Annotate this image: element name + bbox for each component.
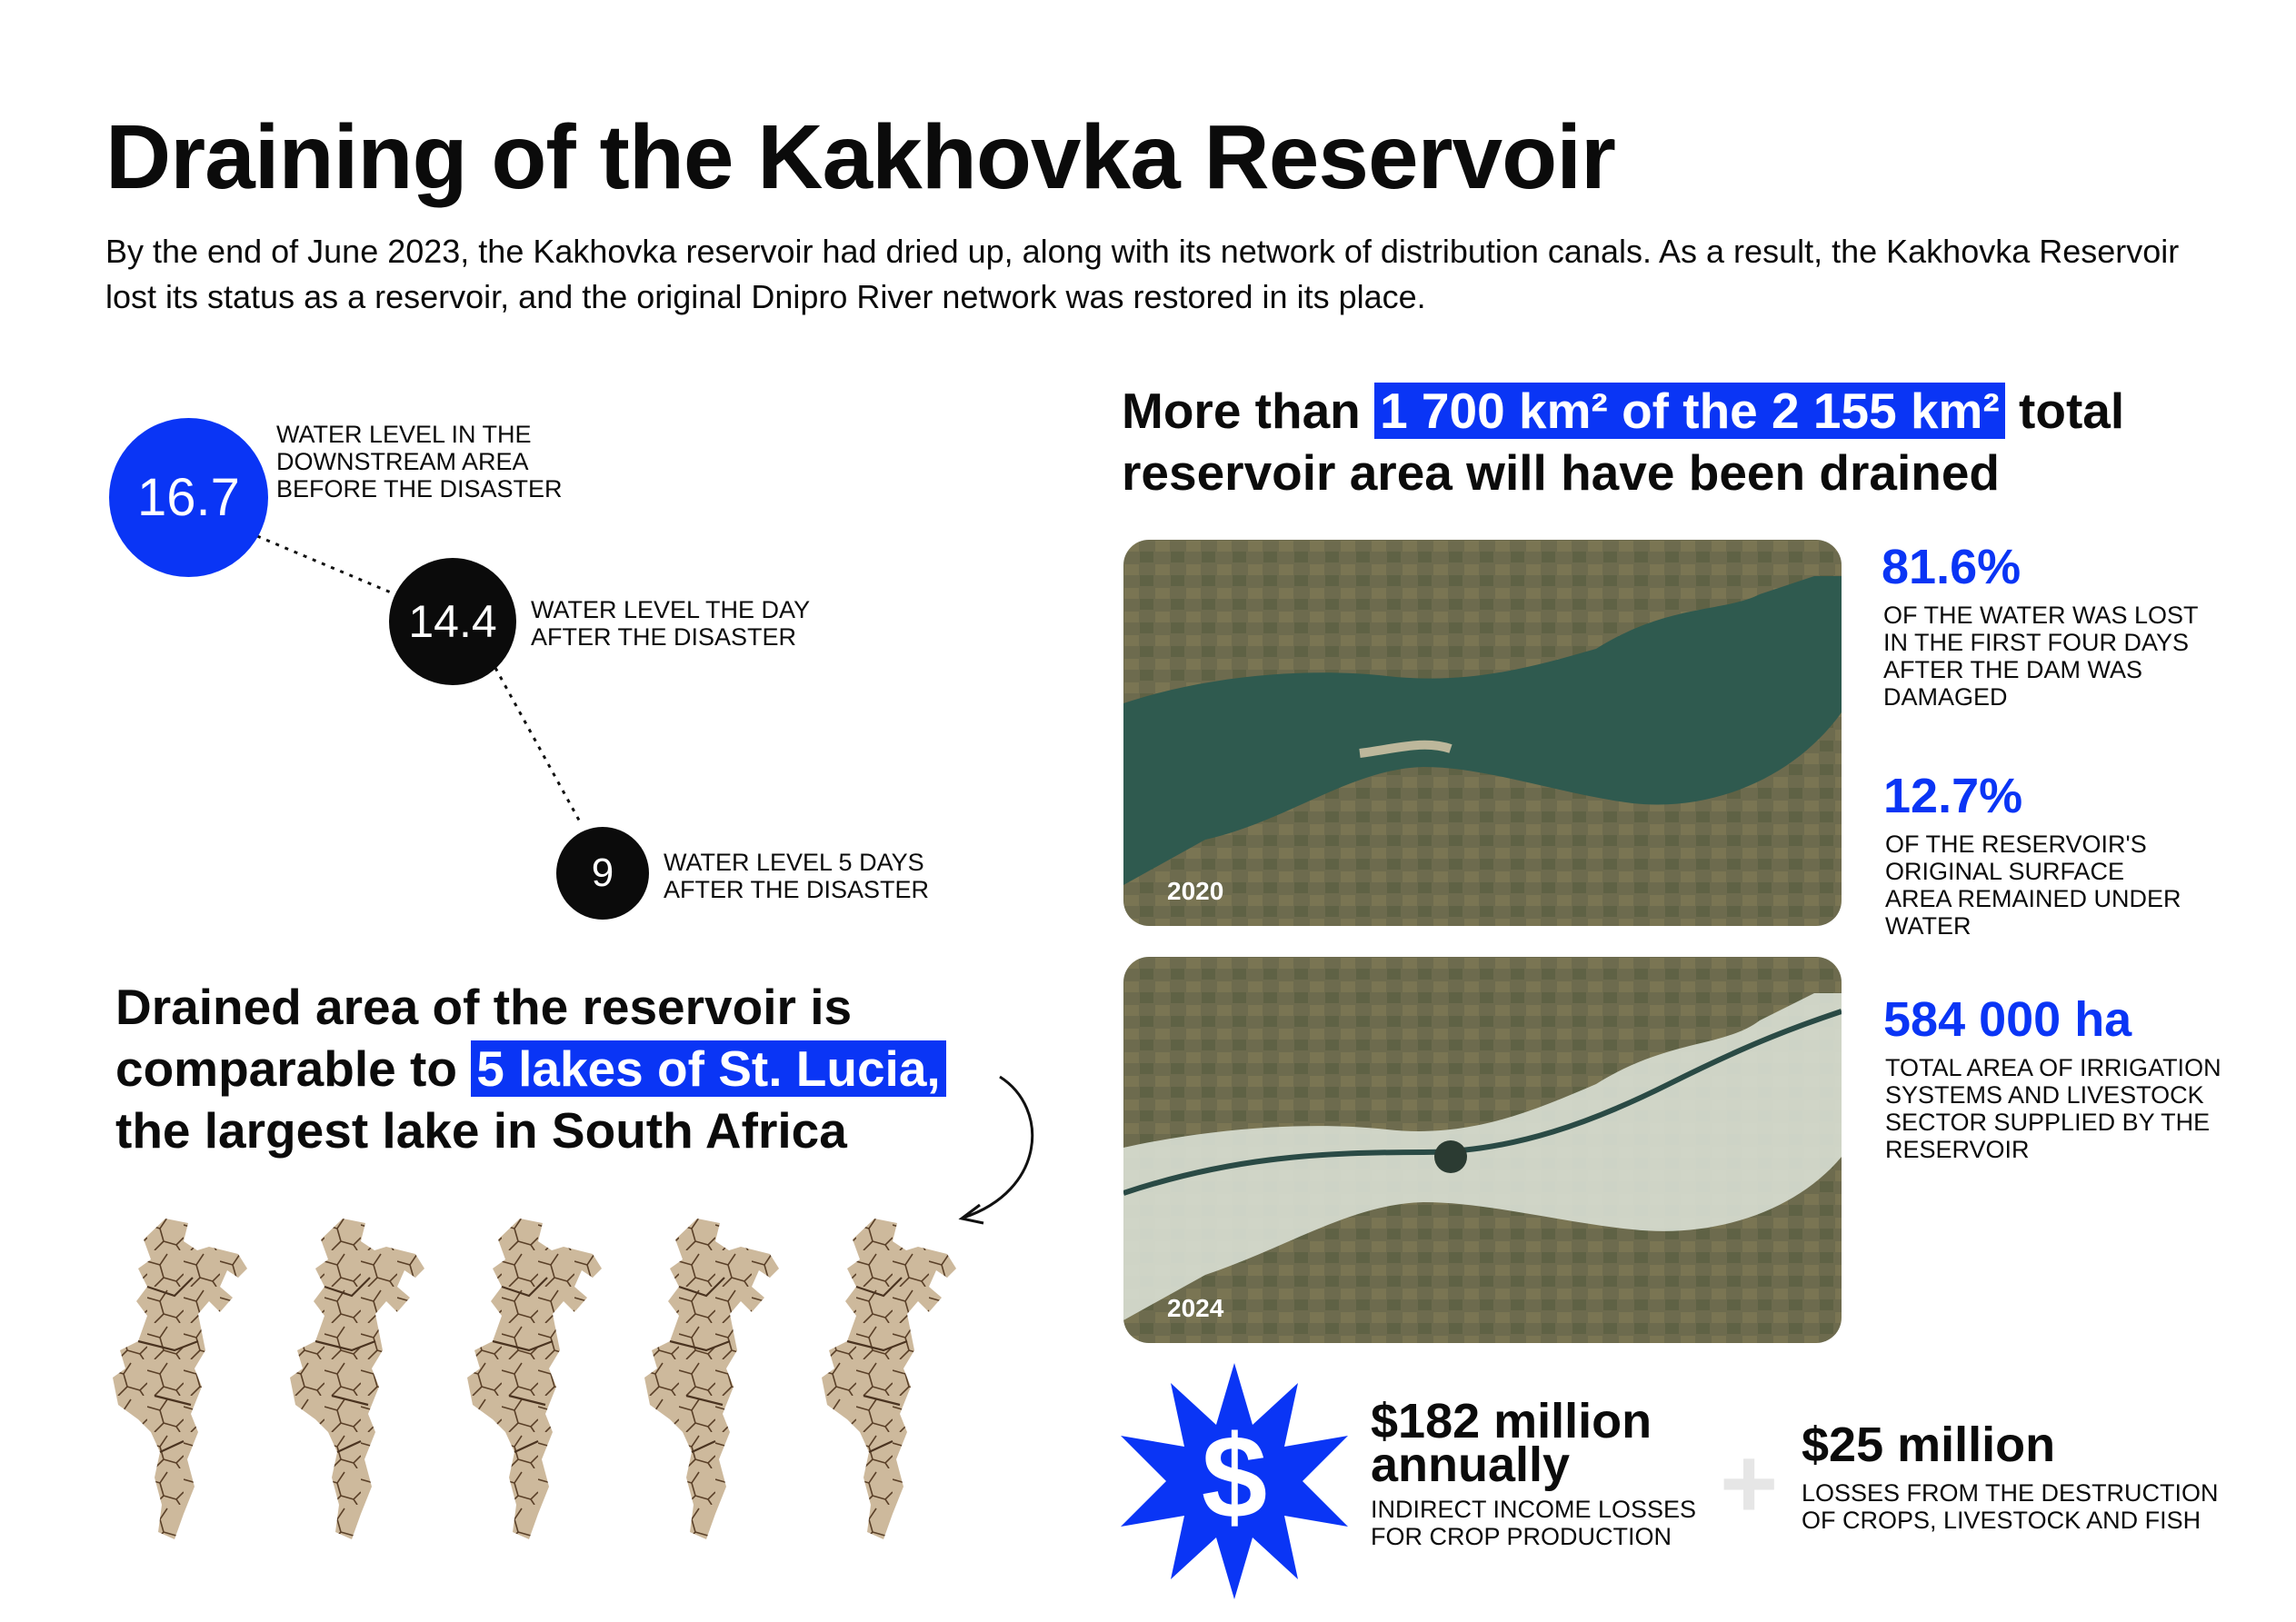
heading-text: the largest lake in South Africa: [115, 1102, 847, 1159]
water-level-label-before: WATER LEVEL IN THE DOWNSTREAM AREA BEFORE THE DISASTER: [276, 421, 563, 503]
loss-value-line2: annually: [1371, 1438, 1571, 1492]
cracked-lake-icon: [111, 1214, 247, 1541]
lake-shapes-row: [111, 1214, 1002, 1541]
stat-value-irrigation-area: 584 000 ha: [1883, 992, 2132, 1047]
plus-icon: +: [1720, 1428, 1779, 1539]
stat-desc-irrigation-area: TOTAL AREA OF IRRIGATION SYSTEMS AND LIVESTOCK SECTOR SUPPLIED BY THE RESERVOIR: [1885, 1054, 2221, 1163]
drained-area-heading: [1122, 380, 2231, 503]
loss-desc-destruction: LOSSES FROM THE DESTRUCTION OF CROPS, LIVESTOCK AND FISH: [1802, 1479, 2219, 1534]
water-level-label-5-days: WATER LEVEL 5 DAYS AFTER THE DISASTER: [664, 849, 930, 903]
water-level-value: 14.4: [408, 596, 497, 647]
satellite-image-2024: [1123, 957, 1842, 1343]
water-level-circle-5-days: [556, 827, 649, 920]
loss-value-destruction: [1802, 1418, 2056, 1472]
satellite-photo: [1123, 540, 1842, 926]
cracked-lake-icon: [643, 1214, 779, 1541]
loss-desc-crop-income: INDIRECT INCOME LOSSES FOR CROP PRODUCTION: [1371, 1496, 1697, 1550]
stat-desc-remaining-area: OF THE RESERVOIR'S ORIGINAL SURFACE AREA REMAINED UNDER WATER: [1885, 831, 2181, 940]
stat-desc-water-lost: OF THE WATER WAS LOST IN THE FIRST FOUR DAYS AFTER THE DAM WAS DAMAGED: [1883, 602, 2199, 711]
heading-highlight: 1 700 km² of the 2 155 km²: [1374, 383, 2005, 439]
satellite-year-label: 2020: [1167, 877, 1224, 905]
page-title: Draining of the Kakhovka Reservoir: [105, 106, 1615, 208]
page-subtitle: By the end of June 2023, the Kakhovka reservoir had dried up, along with its network of distribution canals. As a result, the Kakhovka Reservoir lost its status as a reservoir, and the original Dnipro River network was restored in its place.: [105, 233, 2180, 315]
cracked-lake-icon: [465, 1214, 602, 1541]
satellite-year-label: 2024: [1167, 1294, 1224, 1322]
heading-text: Drained area of the reservoir is comparable to: [115, 979, 853, 1097]
dollar-starburst-icon: [1116, 1363, 1353, 1599]
dollar-symbol: $: [1201, 1410, 1268, 1543]
loss-value-line1: $25 million: [1802, 1418, 2056, 1472]
water-level-value: 16.7: [137, 468, 240, 527]
lakes-comparison-heading: [115, 976, 1024, 1161]
cracked-lake-icon: [820, 1214, 956, 1541]
curved-arrow-icon: [945, 1072, 1054, 1227]
stat-value-remaining-area: 12.7%: [1883, 769, 2023, 823]
cracked-lake-icon: [288, 1214, 424, 1541]
loss-value-line1: $182 million: [1371, 1394, 1652, 1448]
loss-value-crop-income: [1371, 1394, 1652, 1492]
satellite-photo: [1123, 957, 1842, 1343]
heading-text: total reservoir area will have been drained: [1122, 383, 2125, 501]
satellite-image-2020: [1123, 540, 1842, 926]
heading-text: More than: [1122, 383, 1375, 439]
stat-value-water-lost: 81.6%: [1882, 540, 2021, 594]
water-level-circle-day-after: [389, 558, 516, 685]
water-level-value: 9: [591, 851, 614, 895]
water-level-label-day-after: WATER LEVEL THE DAY AFTER THE DISASTER: [531, 596, 810, 651]
heading-highlight: 5 lakes of St. Lucia,: [471, 1040, 945, 1097]
water-level-circle-before: [109, 418, 268, 577]
